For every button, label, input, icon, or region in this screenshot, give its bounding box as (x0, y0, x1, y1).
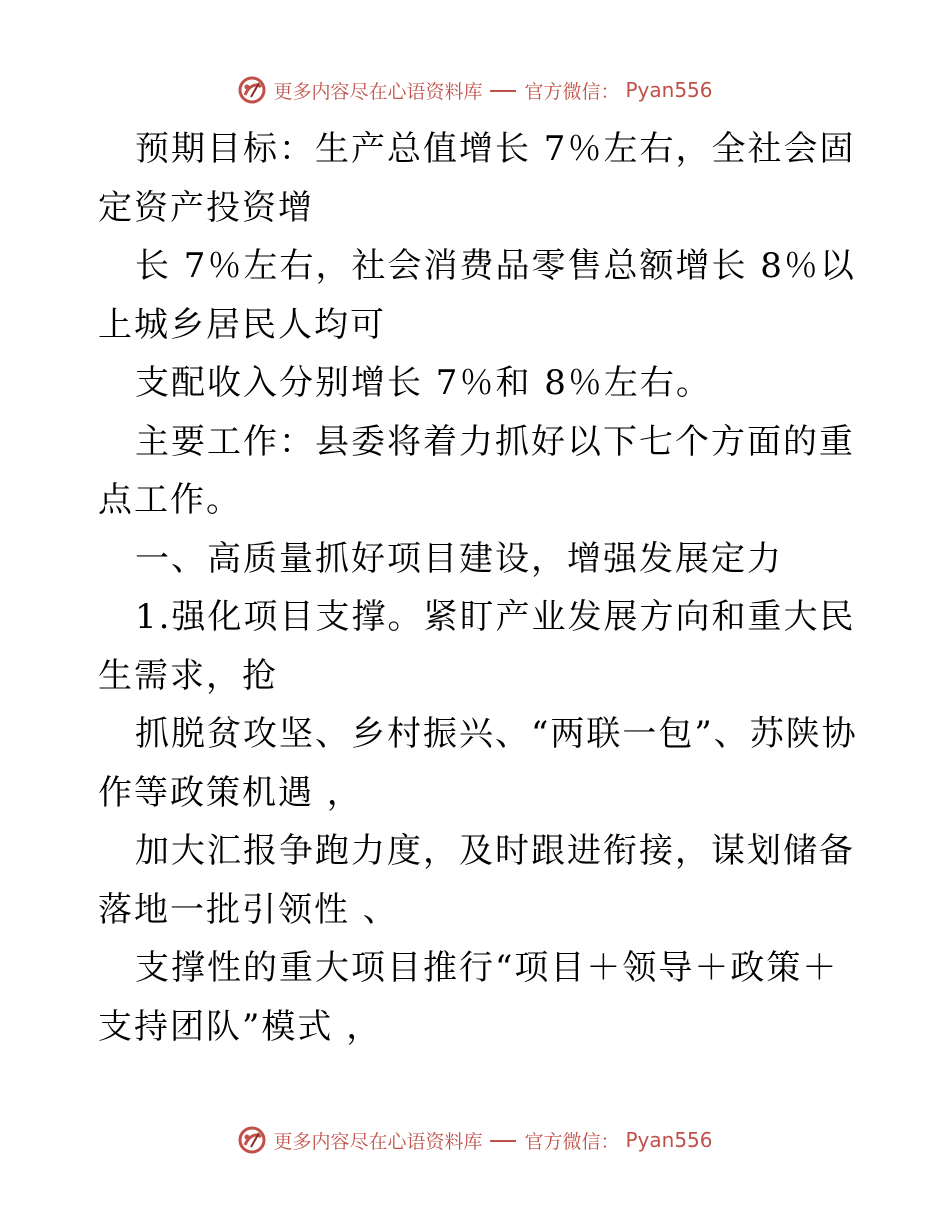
paragraph-project-support: 1.强化项目支撑。紧盯产业发展方向和重大民生需求，抢 (98, 597, 856, 696)
paragraph-income: 支配收入分别增长 7％和 8％左右。 (135, 363, 712, 403)
watermark-contact-label: 官方微信： (524, 80, 620, 103)
watermark-contact-id: Pyan556 (625, 1128, 713, 1152)
paragraph-main-work: 主要工作：县委将着力抓好以下七个方面的重点工作。 (98, 421, 855, 520)
red-swirl-logo-icon (237, 75, 267, 105)
footer-watermark (0, 1120, 950, 1160)
watermark-text: 更多内容尽在心语资料库 (273, 80, 483, 103)
watermark-dash (490, 1140, 516, 1142)
paragraph-targets-cont: 长 7％左右，社会消费品零售总额增长 8％以上城乡居民人均可 (98, 246, 856, 345)
paragraph-targets: 预期目标：生产总值增长 7％左右，全社会固定资产投资增 (98, 129, 856, 228)
watermark-dash (490, 90, 516, 92)
watermark-text: 更多内容尽在心语资料库 (273, 1130, 483, 1153)
paragraph-reporting: 加大汇报争跑力度，及时跟进衔接，谋划储备落地一批引领性 、 (98, 831, 855, 930)
paragraph-model: 支撑性的重大项目推行“项目＋领导＋政策＋支持团队”模式 ， (98, 948, 839, 1047)
section-heading-projects: 一、高质量抓好项目建设，增强发展定力 (135, 538, 783, 579)
header-watermark (0, 70, 950, 110)
watermark-contact-id: Pyan556 (625, 78, 713, 102)
watermark-contact-label: 官方微信： (524, 1130, 620, 1153)
paragraph-policy-opportunities: 抓脱贫攻坚、乡村振兴、“两联一包”、苏陕协作等政策机遇 ， (98, 714, 858, 813)
document-body (98, 120, 858, 1056)
red-swirl-logo-icon (237, 1125, 267, 1155)
